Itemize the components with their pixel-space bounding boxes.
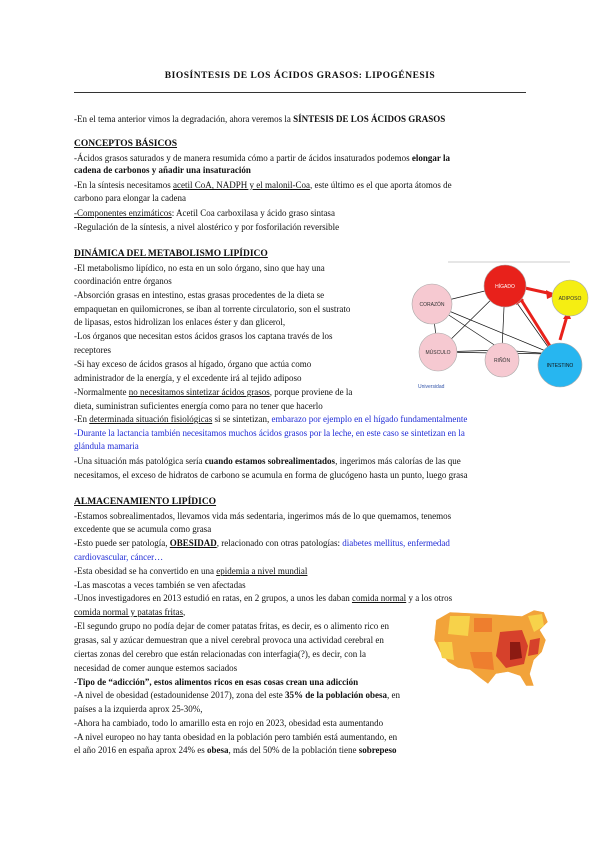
text-span: -Esta obesidad se ha convertido en una [74, 566, 217, 576]
label-higado: HÍGADO [495, 284, 515, 290]
node-adiposo [552, 280, 588, 316]
label-rinon: RIÑÓN [493, 358, 511, 364]
text-span: -En la síntesis necesitamos [74, 180, 173, 190]
text-line-blue: -Durante la lactancia también necesitamos muchos ácidos grasos por la leche, en este caso se sintetizan en la [74, 428, 465, 438]
text-line: -Regulación de la síntesis, a nivel alostérico y por fosforilación reversible [74, 222, 340, 232]
text-line [74, 745, 397, 756]
text-line: -El metabolismo lipídico, no esta en un solo órgano, sino que hay una [74, 263, 325, 273]
underlined-span: determinada situación fisiológicas [89, 414, 213, 424]
text-line [74, 208, 335, 219]
text-line [74, 153, 450, 164]
intro-line [74, 114, 445, 125]
node-corazon [412, 284, 452, 324]
text-line [74, 456, 461, 467]
us-obesity-map [430, 602, 555, 692]
text-span: : Acetil Coa carboxilasa y ácido graso sintasa [171, 208, 335, 218]
text-line [74, 593, 452, 604]
text-line: grasas, sal y azúcar demuestran que a nivel cerebral provoca una actividad cerebral en [74, 635, 384, 645]
label-intestino: INTESTINO [546, 363, 574, 369]
text-line: excedente que se acumula como grasa [74, 524, 212, 534]
text-line [74, 414, 467, 425]
blue-span: diabetes mellitus, enfermedad [342, 538, 450, 548]
text-line: de lipasas, estos hidrolizan los enlaces éster y dan glicerol, [74, 317, 286, 327]
text-line [74, 387, 352, 398]
label-corazon: CORAZÓN [419, 302, 445, 308]
label-musculo: MÚSCULO [425, 350, 451, 356]
text-line: -Las mascotas a veces también se ven afectadas [74, 580, 246, 590]
text-span: , en [386, 690, 400, 700]
text-line: -Si hay exceso de ácidos grasos al hígado, órgano que actúa como [74, 359, 312, 369]
text-span: -A nivel de obesidad (estadounidense 2017), zona del este [74, 690, 285, 700]
text-span: -Esto puede ser patología, [74, 538, 170, 548]
text-span: -Unos investigadores en 2013 estudió en ratas, en 2 grupos, a unos les daban [74, 593, 352, 603]
text-line: ciertas zonas del cerebro que están relacionadas con interfagia(?), es decir, con la [74, 649, 366, 659]
bold-span: obesa [206, 745, 229, 755]
text-line: cadena de carbonos y añadir una insaturación [74, 165, 251, 175]
text-line: -Ahora ha cambiado, todo lo amarillo esta en rojo en 2023, obesidad esta aumentando [74, 718, 384, 728]
text-line: -Estamos sobrealimentados, llevamos vida más sedentaria, ingerimos más de lo que quemamos, tenemos [74, 511, 452, 521]
intro-bold: SÍNTESIS DE LOS ÁCIDOS GRASOS [293, 114, 446, 124]
text-line: -El segundo grupo no podía dejar de comer patatas fritas, es decir, es o alimento rico en [74, 621, 390, 631]
text-line: receptores [74, 345, 111, 355]
text-line: empaquetan en quilomicrones, se iban al torrente circulatorio, son el sustrato [74, 304, 351, 314]
bold-span: elongar la [411, 153, 450, 163]
underlined-span: comida normal y patatas fritas [74, 607, 183, 617]
text-line: -Los órganos que necesitan estos ácidos grasos los captana través de los [74, 331, 333, 341]
text-line: -A nivel europeo no hay tanta obesidad en la población pero también está aumentando, en [74, 732, 398, 742]
underlined-span: epidemia a nivel mundial [216, 566, 308, 576]
text-line: administrador de la energía, y el excedente irá al tejido adiposo [74, 373, 302, 383]
text-line: -Absorción grasas en intestino, estas grasas procedentes de la dieta se [74, 290, 325, 300]
text-line: necesitamos, el exceso de hidratos de carbono se acumula en forma de glucógeno hasta un punto, luego grasa [74, 470, 468, 480]
text-span: , este último es el que aporta átomos de [309, 180, 452, 190]
bold-span: sobrepeso [358, 745, 397, 755]
intro-text: -En el tema anterior vimos la degradación, ahora veremos la [74, 114, 294, 124]
section-heading-dinamica: DINÁMICA DEL METABOLISMO LIPÍDICO [74, 249, 268, 259]
text-span: y a los otros [406, 593, 453, 603]
node-musculo [419, 333, 457, 371]
text-line [74, 538, 450, 549]
text-span: si se sintetizan, [212, 414, 272, 424]
underlined-span: -Componentes enzimáticos [74, 208, 172, 218]
section-heading-conceptos: CONCEPTOS BÁSICOS [74, 139, 178, 149]
text-line: carbono para elongar la cadena [74, 193, 186, 203]
section-heading-almacenamiento: ALMACENAMIENTO LIPÍDICO [74, 497, 217, 507]
text-line [74, 607, 185, 618]
text-span: -Una situación más patológica sería [74, 456, 205, 466]
text-line: dieta, suministran suficientes energía como para no tener que hacerlo [74, 401, 323, 411]
title-rule [74, 92, 526, 93]
diagram-caption: Universidad [418, 384, 445, 390]
text-span: , relacionado con otras patologías: [216, 538, 343, 548]
text-line [74, 690, 400, 701]
text-line: -Tipo de “adicción”, estos alimentos ricos en esas cosas crean una adicción [74, 677, 359, 687]
text-line: coordinación entre órganos [74, 276, 172, 286]
text-line: necesidad de comer aunque estemos saciados [74, 663, 238, 673]
text-line-blue: cardiovascular, cáncer… [74, 552, 164, 562]
label-adiposo: ADIPOSO [558, 296, 582, 302]
text-span: -Ácidos grasos saturados y de manera resumida cómo a partir de ácidos insaturados podemos [74, 153, 412, 163]
bold-span: 35% de la población obesa [284, 690, 387, 700]
bold-underlined-span: OBESIDAD [169, 538, 217, 548]
text-line: países a la izquierda aprox 25-30%, [74, 704, 203, 714]
underlined-span: acetil CoA, NADPH y el malonil-Coa [172, 180, 310, 190]
text-span: -En [74, 414, 90, 424]
document-title: BIOSÍNTESIS DE LOS ÁCIDOS GRASOS: LIPOGÉNESIS [164, 71, 436, 81]
text-span: -Normalmente [74, 387, 129, 397]
node-intestino [538, 343, 582, 387]
text-span: , ingerimos más calorías de las que [335, 456, 461, 466]
blue-span: embarazo por ejemplo en el hígado fundamentalmente [271, 414, 468, 424]
text-span: el año 2016 en españa aprox 24% es [74, 745, 207, 755]
bold-span: cuando estamos sobrealimentados [204, 456, 336, 466]
node-higado [484, 265, 526, 307]
organ-network-diagram [410, 258, 590, 393]
text-line [74, 566, 307, 577]
node-rinon [485, 343, 519, 377]
underlined-span: no necesitamos sintetizar ácidos grasos [128, 387, 270, 397]
underlined-span: comida normal [351, 593, 407, 603]
text-span: , [182, 607, 186, 617]
text-span: , más del 50% de la población tiene [228, 745, 359, 755]
text-span: , porque proviene de la [269, 387, 353, 397]
text-line-blue: glándula mamaria [74, 441, 139, 451]
text-line [74, 180, 452, 191]
